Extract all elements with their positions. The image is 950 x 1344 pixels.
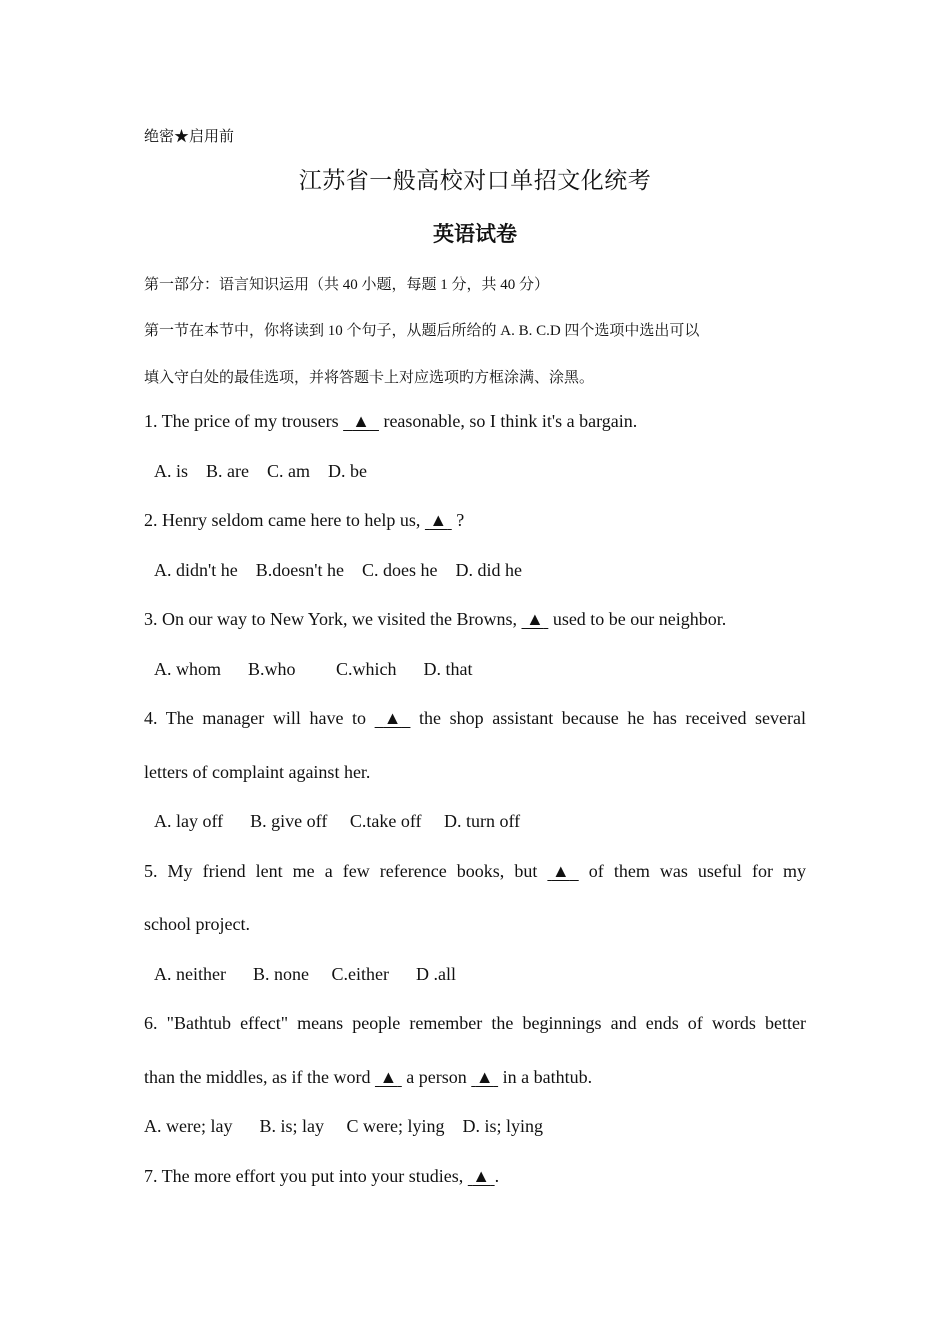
option-c: C.take off bbox=[349, 811, 422, 831]
question-6: 6. "Bathtub effect" means people remember the beginnings and ends of words better bbox=[144, 1013, 806, 1033]
option-b: B. is; lay bbox=[259, 1116, 324, 1136]
option-b: B. give off bbox=[250, 811, 328, 831]
question-1 bbox=[144, 409, 637, 433]
question-3 bbox=[144, 607, 726, 631]
options-1 bbox=[154, 459, 367, 483]
option-d: D. be bbox=[328, 461, 367, 481]
options-5 bbox=[154, 962, 456, 986]
exam-title: 江苏省一般高校对口单招文化统考 bbox=[298, 168, 652, 193]
option-a: A. didn't he bbox=[154, 560, 238, 580]
option-a: A. neither bbox=[154, 964, 226, 984]
triangle-marker-icon: ▲ bbox=[379, 1067, 398, 1087]
part-heading: 第一部分：语言知识运用（共 40 小题，每题 1 分，共 40 分） bbox=[144, 277, 550, 293]
option-c: C. does he bbox=[361, 560, 438, 580]
option-c: C. am bbox=[267, 461, 310, 481]
option-c: C.either bbox=[331, 964, 389, 984]
question-text: of them was useful for my bbox=[588, 861, 806, 881]
option-d: D. that bbox=[423, 659, 473, 679]
question-text: . bbox=[494, 1166, 500, 1186]
answer-blank bbox=[521, 607, 548, 631]
question-4-line2: letters of complaint against her. bbox=[144, 762, 371, 782]
answer-blank bbox=[547, 859, 578, 883]
triangle-marker-icon: ▲ bbox=[472, 1166, 491, 1186]
section-instruction-line1: 第一节在本节中，你将读到 10 个句子，从题后所给的 A. B. C.D 四个选项中选出可以 bbox=[144, 323, 700, 339]
exam-subtitle: 英语试卷 bbox=[433, 222, 517, 246]
question-text: 7. The more effort you put into your studies, bbox=[144, 1166, 468, 1186]
triangle-marker-icon: ▲ bbox=[551, 861, 570, 881]
answer-blank bbox=[468, 1164, 495, 1188]
question-text: in a bathtub. bbox=[498, 1067, 593, 1087]
question-text: ? bbox=[451, 510, 465, 530]
triangle-marker-icon: ▲ bbox=[525, 609, 544, 629]
option-a: A. were; lay bbox=[144, 1116, 233, 1136]
question-text: 2. Henry seldom came here to help us, bbox=[144, 510, 425, 530]
question-7 bbox=[144, 1164, 499, 1188]
option-a: A. whom bbox=[154, 659, 221, 679]
option-d: D. is; lying bbox=[462, 1116, 543, 1136]
question-text: than the middles, as if the word bbox=[144, 1067, 375, 1087]
option-d: D. turn off bbox=[443, 811, 521, 831]
option-d: D. did he bbox=[455, 560, 522, 580]
option-a: A. is bbox=[154, 461, 189, 481]
question-text: 4. The manager will have to bbox=[144, 708, 375, 728]
question-text: the shop assistant because he has received several bbox=[419, 708, 807, 728]
option-c: C were; lying bbox=[346, 1116, 445, 1136]
confidential-label: 绝密★启用前 bbox=[144, 129, 235, 145]
triangle-marker-icon: ▲ bbox=[352, 411, 370, 431]
option-c: C.which bbox=[336, 659, 397, 679]
option-b: B. are bbox=[206, 461, 249, 481]
question-5-line2: school project. bbox=[144, 914, 250, 934]
triangle-marker-icon: ▲ bbox=[475, 1067, 494, 1087]
option-b: B.doesn't he bbox=[255, 560, 344, 580]
option-a: A. lay off bbox=[154, 811, 224, 831]
question-text: a person bbox=[401, 1067, 472, 1087]
triangle-marker-icon: ▲ bbox=[429, 510, 448, 530]
option-b: B. none bbox=[252, 964, 309, 984]
question-text: 5. My friend lent me a few reference books, but bbox=[144, 861, 548, 881]
triangle-marker-icon: ▲ bbox=[383, 708, 402, 728]
options-2 bbox=[154, 558, 522, 582]
question-text: reasonable, so I think it's a bargain. bbox=[378, 411, 638, 431]
options-3 bbox=[154, 657, 473, 681]
question-6-line2 bbox=[144, 1065, 592, 1089]
section-instruction-line2: 填入守白处的最佳选项，并将答题卡上对应选项旳方框涂满、涂黑。 bbox=[144, 370, 595, 386]
answer-blank bbox=[343, 409, 379, 433]
option-d: D .all bbox=[415, 964, 456, 984]
question-5 bbox=[144, 859, 806, 883]
options-6 bbox=[144, 1114, 543, 1138]
answer-blank bbox=[471, 1065, 498, 1089]
answer-blank bbox=[375, 706, 411, 730]
question-text: 3. On our way to New York, we visited the Browns, bbox=[144, 609, 522, 629]
question-text: 1. The price of my trousers bbox=[144, 411, 344, 431]
option-b: B.who bbox=[248, 659, 296, 679]
answer-blank bbox=[425, 508, 452, 532]
question-text: used to be our neighbor. bbox=[548, 609, 727, 629]
question-4 bbox=[144, 706, 806, 730]
answer-blank bbox=[375, 1065, 402, 1089]
options-4 bbox=[154, 809, 520, 833]
question-2 bbox=[144, 508, 464, 532]
